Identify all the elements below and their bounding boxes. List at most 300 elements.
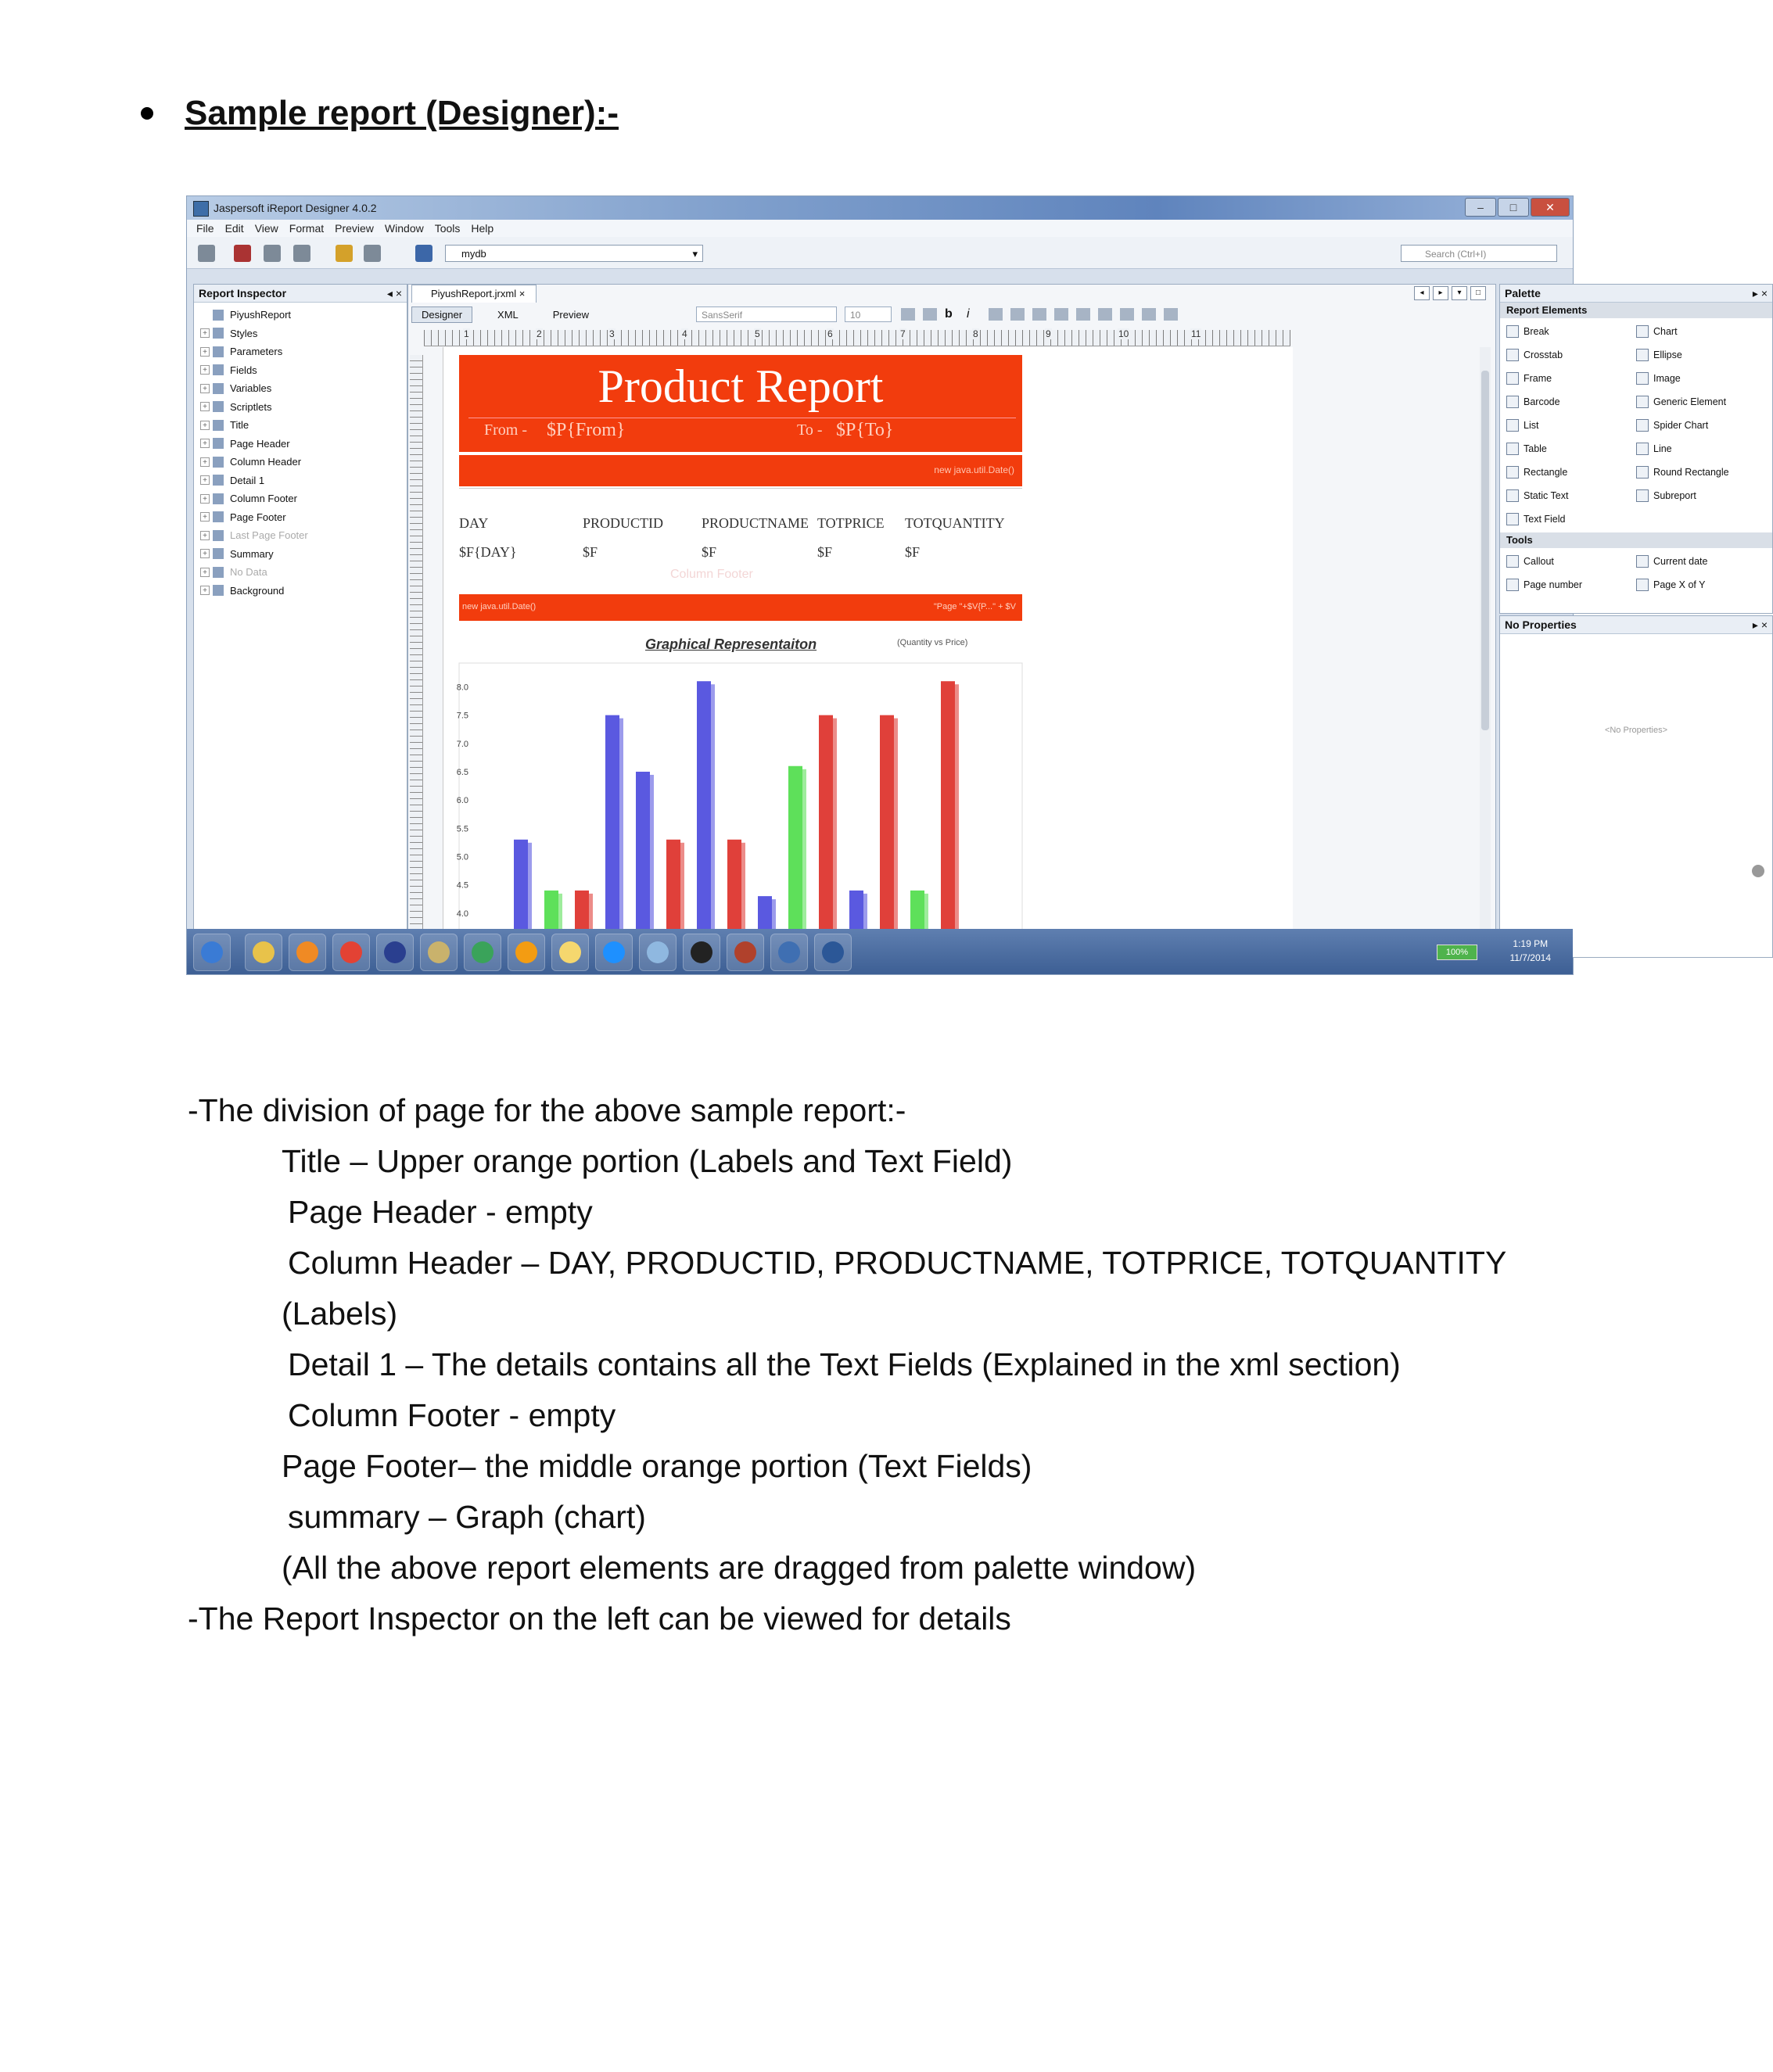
palette-item-ellipse[interactable] <box>1636 345 1766 365</box>
summary-chart[interactable] <box>443 660 1038 957</box>
ruler-number: 11 <box>1191 328 1201 339</box>
chart-bar <box>636 772 650 941</box>
detail-totquantity[interactable]: $F <box>905 544 921 560</box>
taskbar-app-icon[interactable] <box>464 934 501 971</box>
palette-note-line: (All the above report elements are dragged from palette window) <box>282 1550 1197 1586</box>
col-header-totquantity[interactable]: TOTQUANTITY <box>905 515 1005 531</box>
ruler-number: 9 <box>1046 328 1051 339</box>
palette-title: Palette ▸ × <box>1500 285 1772 303</box>
palette-item-subreport[interactable] <box>1636 486 1766 506</box>
menu-view[interactable]: View <box>254 222 278 235</box>
band-icon <box>213 585 224 596</box>
y-tick-label: 6.0 <box>456 796 468 806</box>
chart-bar <box>697 681 711 941</box>
ireport-screenshot <box>186 195 1768 975</box>
tree-item-detail-1[interactable] <box>194 471 407 490</box>
align-center-icon[interactable] <box>1054 308 1068 321</box>
col-header-day[interactable]: DAY <box>459 515 489 531</box>
datasource-icon[interactable] <box>415 245 432 262</box>
chart-title[interactable]: Graphical Representaiton <box>645 636 817 652</box>
tree-item-last-page-footer[interactable] <box>194 526 407 545</box>
tree-item-no-data[interactable] <box>194 563 407 582</box>
status-dot <box>1752 865 1764 877</box>
band-icon <box>213 328 224 339</box>
palette-element-icon <box>1636 396 1649 408</box>
report-inspector-panel <box>193 284 407 958</box>
chart-bar <box>880 715 894 941</box>
font-size-select[interactable]: 10 <box>845 306 892 322</box>
palette-element-icon <box>1506 579 1519 591</box>
tab-list-icon[interactable]: ▾ <box>1452 286 1467 300</box>
footer-date-field[interactable]: new java.util.Date() <box>462 602 537 611</box>
band-icon <box>213 346 224 357</box>
tree-item-scriptlets[interactable] <box>194 398 407 417</box>
palette-item-crosstab[interactable] <box>1506 345 1636 365</box>
band-icon <box>213 457 224 468</box>
chart-bar <box>788 766 802 941</box>
ruler-number: 10 <box>1118 328 1129 339</box>
tree-item-label: Column Header <box>230 456 302 468</box>
palette-item-label: Rectangle <box>1524 467 1568 478</box>
windows-taskbar <box>187 929 1573 974</box>
palette-element-icon <box>1506 325 1519 338</box>
close-button[interactable]: ✕ <box>1531 198 1570 217</box>
tab-xml[interactable]: XML <box>497 309 519 321</box>
palette-item-label: Round Rectangle <box>1653 467 1729 478</box>
palette-item-page-x-of-y[interactable] <box>1636 575 1766 595</box>
undo-icon[interactable] <box>336 245 353 262</box>
palette-item-label: Generic Element <box>1653 396 1727 407</box>
bar-side <box>711 684 715 941</box>
palette-item-label: Barcode <box>1524 396 1560 407</box>
ruler-number: 7 <box>900 328 906 339</box>
tree-item-label: Last Page Footer <box>230 529 308 542</box>
title-line: Title – Upper orange portion (Labels and Text Field) <box>282 1143 1013 1179</box>
paste-icon[interactable] <box>293 245 310 262</box>
intro-line: -The division of page for the above sample report:- <box>188 1092 906 1128</box>
band-icon <box>213 383 224 394</box>
palette-item-label: Break <box>1524 326 1549 337</box>
palette-item-static-text[interactable] <box>1506 486 1636 506</box>
horizontal-ruler <box>424 330 1290 346</box>
expand-icon[interactable]: + <box>200 421 210 430</box>
menu-file[interactable]: File <box>196 222 214 235</box>
report-elements-section[interactable]: Report Elements <box>1500 303 1772 318</box>
band-icon <box>213 548 224 559</box>
ruler-number: 3 <box>609 328 615 339</box>
col-header-productname[interactable]: PRODUCTNAME <box>702 515 809 531</box>
y-tick-label: 8.0 <box>456 683 468 693</box>
date-band[interactable] <box>459 455 1022 486</box>
tab-next-icon[interactable]: ▸ <box>1433 286 1448 300</box>
band-icon <box>213 420 224 431</box>
properties-empty: <No Properties> <box>1604 726 1668 735</box>
align-left-icon[interactable] <box>1032 308 1046 321</box>
palette-item-chart[interactable] <box>1636 321 1766 342</box>
bar-side <box>619 719 623 941</box>
palette-item-generic-element[interactable] <box>1636 392 1766 412</box>
save-icon[interactable] <box>198 245 215 262</box>
menu-help[interactable]: Help <box>471 222 494 235</box>
bar-side <box>894 719 898 941</box>
expand-icon[interactable]: + <box>200 494 210 504</box>
tree-item-label: Styles <box>230 327 258 339</box>
expand-icon[interactable]: + <box>200 568 210 577</box>
expand-icon[interactable]: + <box>200 457 210 467</box>
y-tick-label: 7.5 <box>456 711 468 721</box>
vertical-ruler <box>410 355 423 949</box>
from-field[interactable]: $P{From} <box>547 420 626 440</box>
report-editor <box>407 284 1496 958</box>
palette-item-line[interactable] <box>1636 439 1766 459</box>
align-right-icon[interactable] <box>1076 308 1090 321</box>
band-icon <box>213 493 224 504</box>
bar-side <box>680 843 684 941</box>
chart-subtitle[interactable]: (Quantity vs Price) <box>897 638 968 647</box>
band-icon <box>213 401 224 412</box>
strike-icon[interactable] <box>1010 308 1025 321</box>
to-label[interactable]: To - <box>797 421 823 439</box>
palette-item-label: Text Field <box>1524 514 1566 525</box>
maximize-button[interactable]: □ <box>1498 198 1529 217</box>
taskbar-clock[interactable] <box>1510 937 1552 965</box>
palette-panel <box>1499 284 1773 614</box>
palette-item-page-number[interactable] <box>1506 575 1636 595</box>
properties-title: No Properties ▸ × <box>1500 616 1772 634</box>
palette-item-frame[interactable] <box>1506 368 1636 389</box>
expand-icon[interactable]: + <box>200 365 210 375</box>
detail-line: Detail 1 – The details contains all the Text Fields (Explained in the xml section) <box>288 1346 1401 1382</box>
palette-item-label: Frame <box>1524 373 1552 384</box>
detail-totprice[interactable]: $F <box>817 544 833 560</box>
title-band[interactable] <box>459 355 1022 452</box>
tree-item-label: Page Footer <box>230 511 286 523</box>
clock-time: 1:19 PM <box>1513 938 1549 949</box>
tree-item-parameters[interactable] <box>194 342 407 361</box>
bar-side <box>650 775 654 941</box>
palette-item-label: Subreport <box>1653 490 1696 501</box>
menu-edit[interactable]: Edit <box>224 222 244 235</box>
palette-item-label: Line <box>1653 443 1672 454</box>
align-justify-icon[interactable] <box>1098 308 1112 321</box>
palette-element-icon <box>1506 372 1519 385</box>
main-toolbar <box>187 237 1573 269</box>
expand-icon[interactable]: + <box>200 328 210 338</box>
band-icon <box>213 567 224 578</box>
report-icon <box>213 310 224 321</box>
chart-bar <box>605 715 619 941</box>
column-footer-line: Column Footer - empty <box>288 1397 616 1433</box>
band-icon <box>213 438 224 449</box>
palette-item-label: Page X of Y <box>1653 579 1706 590</box>
tab-preview[interactable]: Preview <box>552 309 590 321</box>
detail-productid[interactable]: $F <box>583 544 598 560</box>
taskbar-app-icon[interactable] <box>508 934 545 971</box>
ruler-number: 4 <box>682 328 687 339</box>
y-tick-label: 7.0 <box>456 739 468 749</box>
column-header-line: Column Header – DAY, PRODUCTID, PRODUCTNAME, TOTPRICE, TOTQUANTITY <box>288 1245 1507 1281</box>
start-button-icon[interactable] <box>193 934 231 971</box>
palette-element-icon <box>1506 349 1519 361</box>
palette-item-round-rectangle[interactable] <box>1636 462 1766 482</box>
taskbar-app-icon[interactable] <box>683 934 720 971</box>
y-tick-label: 6.5 <box>456 767 468 777</box>
tree-item-label: Summary <box>230 547 274 560</box>
ruler-number: 6 <box>827 328 833 339</box>
tree-item-fields[interactable] <box>194 361 407 380</box>
palette-item-break[interactable] <box>1506 321 1636 342</box>
palette-item-callout[interactable] <box>1506 551 1636 572</box>
palette-element-icon <box>1636 349 1649 361</box>
ruler-number: 8 <box>973 328 978 339</box>
bar-side <box>955 684 959 941</box>
minimize-button[interactable]: – <box>1465 198 1496 217</box>
y-tick-label: 5.5 <box>456 824 468 834</box>
report-inspector-title: Report Inspector ◂ × <box>194 285 407 303</box>
palette-element-icon <box>1636 466 1649 479</box>
window-title: Jaspersoft iReport Designer 4.0.2 <box>214 202 377 214</box>
search-input[interactable]: Search (Ctrl+I) <box>1401 245 1557 262</box>
palette-element-icon <box>1636 372 1649 385</box>
taskbar-app-icon[interactable] <box>332 934 370 971</box>
expand-icon[interactable]: + <box>200 549 210 558</box>
palette-element-icon <box>1506 419 1519 432</box>
band-icon <box>213 530 224 541</box>
date-range-row <box>468 418 1016 443</box>
tree-item-page-footer[interactable] <box>194 508 407 527</box>
tab-nav <box>1414 286 1486 300</box>
palette-item-image[interactable] <box>1636 368 1766 389</box>
chart-bar <box>666 840 680 941</box>
chart-bar <box>819 715 833 941</box>
palette-item-label: Ellipse <box>1653 350 1682 360</box>
italic-icon[interactable]: i <box>967 307 970 321</box>
expand-icon[interactable]: + <box>200 402 210 411</box>
palette-element-icon <box>1506 489 1519 502</box>
palette-element-icon <box>1636 419 1649 432</box>
taskbar-app-icon[interactable] <box>551 934 589 971</box>
palette-item-label: Image <box>1653 373 1681 384</box>
column-header-line-2: (Labels) <box>282 1296 398 1332</box>
font-select[interactable]: SansSerif <box>696 306 837 322</box>
bar-side <box>528 843 532 941</box>
band-icon <box>213 364 224 375</box>
page-footer-line: Page Footer– the middle orange portion (Text Fields) <box>282 1448 1032 1484</box>
inspector-note-line: -The Report Inspector on the left can be viewed for details <box>188 1601 1011 1636</box>
palette-item-label: List <box>1524 420 1539 431</box>
tree-item-page-header[interactable] <box>194 435 407 453</box>
expand-icon[interactable]: + <box>200 384 210 393</box>
footer-page-field[interactable]: "Page "+$V{P..." + $V <box>933 602 1016 611</box>
shrink-font-icon[interactable] <box>923 308 937 321</box>
summary-line: summary – Graph (chart) <box>288 1499 646 1535</box>
taskbar-app-icon[interactable] <box>289 934 326 971</box>
taskbar-app-icon[interactable] <box>770 934 808 971</box>
tree-item-title[interactable] <box>194 416 407 435</box>
bar-side <box>833 719 837 941</box>
palette-element-icon <box>1636 555 1649 568</box>
palette-element-icon <box>1636 325 1649 338</box>
file-tab[interactable]: PiyushReport.jrxml × <box>411 285 537 303</box>
to-field[interactable]: $P{To} <box>836 420 894 440</box>
editor-mode-tabs <box>411 306 598 323</box>
palette-element-icon <box>1506 396 1519 408</box>
bullet <box>141 107 153 120</box>
palette-item-current-date[interactable] <box>1636 551 1766 572</box>
palette-item-list[interactable] <box>1506 415 1636 436</box>
window-controls <box>1465 198 1570 217</box>
menu-bar <box>187 220 1573 237</box>
palette-item-spider-chart[interactable] <box>1636 415 1766 436</box>
app-icon <box>193 201 209 217</box>
expand-icon[interactable]: + <box>200 512 210 522</box>
tab-prev-icon[interactable]: ◂ <box>1414 286 1430 300</box>
tree-item-label: Detail 1 <box>230 474 265 486</box>
band-divider <box>459 488 1022 489</box>
palette-element-icon <box>1636 579 1649 591</box>
palette-item-label: Crosstab <box>1524 350 1563 360</box>
expand-icon[interactable]: + <box>200 347 210 357</box>
palette-item-empty <box>1636 509 1766 529</box>
expand-icon[interactable]: + <box>200 439 210 448</box>
band-icon <box>213 475 224 486</box>
window-titlebar <box>187 196 1573 220</box>
valign-top-icon[interactable] <box>1120 308 1134 321</box>
taskbar-app-icon[interactable] <box>245 934 282 971</box>
taskbar-app-icon[interactable] <box>727 934 764 971</box>
tree-item-variables[interactable] <box>194 379 407 398</box>
tree-item-summary[interactable] <box>194 545 407 564</box>
tree-item-column-footer[interactable] <box>194 489 407 508</box>
tree-item-label: Scriptlets <box>230 400 272 413</box>
expand-icon[interactable]: + <box>200 531 210 540</box>
bar-side <box>802 769 806 941</box>
editor-scrollbar[interactable] <box>1480 347 1491 954</box>
menu-window[interactable]: Window <box>384 222 424 235</box>
taskbar-app-icon[interactable] <box>814 934 852 971</box>
column-footer-band[interactable]: Column Footer <box>670 568 753 581</box>
taskbar-app-icon[interactable] <box>639 934 677 971</box>
scroll-thumb[interactable] <box>1481 371 1489 730</box>
tab-designer[interactable]: Designer <box>411 306 472 323</box>
grow-font-icon[interactable] <box>901 308 915 321</box>
tree-item-label: Column Footer <box>230 493 297 505</box>
palette-item-rectangle[interactable] <box>1506 462 1636 482</box>
tree-item-label: Variables <box>230 382 272 395</box>
menu-tools[interactable]: Tools <box>434 222 461 235</box>
valign-middle-icon[interactable] <box>1142 308 1156 321</box>
tree-root[interactable]: PiyushReport <box>194 306 407 324</box>
detail-productname[interactable]: $F <box>702 544 717 560</box>
copy-icon[interactable] <box>264 245 281 262</box>
palette-item-table[interactable] <box>1506 439 1636 459</box>
y-tick-label: 4.0 <box>456 909 468 919</box>
bold-icon[interactable]: b <box>945 307 953 321</box>
tools-grid <box>1500 548 1772 598</box>
chart-bar <box>727 840 741 941</box>
from-label[interactable]: From - <box>484 421 527 439</box>
menu-preview[interactable]: Preview <box>335 222 374 235</box>
tree-item-column-header[interactable] <box>194 453 407 471</box>
tree-item-label: Background <box>230 584 285 597</box>
bar-side <box>741 843 745 941</box>
taskbar-app-icon[interactable] <box>420 934 458 971</box>
y-tick-label: 5.0 <box>456 852 468 862</box>
tree-item-label: Title <box>230 419 249 432</box>
chart-bar <box>941 681 955 941</box>
tree-item-background[interactable] <box>194 582 407 600</box>
palette-item-label: Page number <box>1524 579 1583 590</box>
tree-item-label: No Data <box>230 566 267 579</box>
palette-item-label: Current date <box>1653 556 1708 567</box>
col-header-totprice[interactable]: TOTPRICE <box>817 515 885 531</box>
chart-bar <box>514 840 528 941</box>
palette-element-icon <box>1506 466 1519 479</box>
palette-item-label: Chart <box>1653 326 1678 337</box>
underline-icon[interactable] <box>989 308 1003 321</box>
ruler-number: 1 <box>464 328 469 339</box>
palette-element-icon <box>1506 443 1519 455</box>
ruler-number: 5 <box>755 328 760 339</box>
tree-item-label: Parameters <box>230 346 283 358</box>
description-text <box>188 1085 1564 1644</box>
y-tick-label: 4.5 <box>456 880 468 891</box>
clock-date: 11/7/2014 <box>1509 952 1551 963</box>
inspector-tree <box>194 303 407 600</box>
palette-element-icon <box>1636 489 1649 502</box>
tree-item-styles[interactable] <box>194 324 407 343</box>
taskbar-app-icon[interactable] <box>595 934 633 971</box>
palette-item-label: Spider Chart <box>1653 420 1709 431</box>
redo-icon[interactable] <box>364 245 381 262</box>
band-icon <box>213 511 224 522</box>
date-field[interactable]: new java.util.Date() <box>934 464 1014 475</box>
palette-item-barcode[interactable] <box>1506 392 1636 412</box>
menu-format[interactable]: Format <box>289 222 325 235</box>
valign-bottom-icon[interactable] <box>1164 308 1178 321</box>
datasource-select[interactable]: mydb ▾ <box>445 245 703 262</box>
palette-element-icon <box>1636 443 1649 455</box>
cut-icon[interactable] <box>234 245 251 262</box>
detail-day[interactable]: $F{DAY} <box>459 544 517 560</box>
expand-icon[interactable]: + <box>200 586 210 595</box>
page-header-line: Page Header - empty <box>288 1194 593 1230</box>
palette-item-label: Callout <box>1524 556 1554 567</box>
page-heading: Sample report (Designer):- <box>185 94 619 132</box>
tools-section[interactable]: Tools <box>1500 532 1772 548</box>
report-page <box>443 347 1293 957</box>
taskbar-app-icon[interactable] <box>376 934 414 971</box>
report-elements-grid <box>1500 318 1772 532</box>
palette-item-label: Table <box>1524 443 1547 454</box>
page-footer-band[interactable] <box>459 594 1022 621</box>
properties-panel <box>1499 615 1773 958</box>
battery-indicator[interactable]: 100% <box>1437 945 1477 960</box>
format-toolbar <box>901 308 1178 321</box>
tree-item-label: Page Header <box>230 437 290 450</box>
tree-item-label: Fields <box>230 364 257 376</box>
palette-element-icon <box>1506 513 1519 525</box>
expand-icon[interactable]: + <box>200 475 210 485</box>
ruler-number: 2 <box>537 328 542 339</box>
palette-element-icon <box>1506 555 1519 568</box>
palette-item-label: Static Text <box>1524 490 1569 501</box>
heading-row <box>141 94 619 133</box>
report-title[interactable]: Product Report <box>598 360 884 412</box>
col-header-productid[interactable]: PRODUCTID <box>583 515 664 531</box>
palette-item-text-field[interactable] <box>1506 509 1636 529</box>
maximize-editor-icon[interactable]: □ <box>1470 286 1486 300</box>
